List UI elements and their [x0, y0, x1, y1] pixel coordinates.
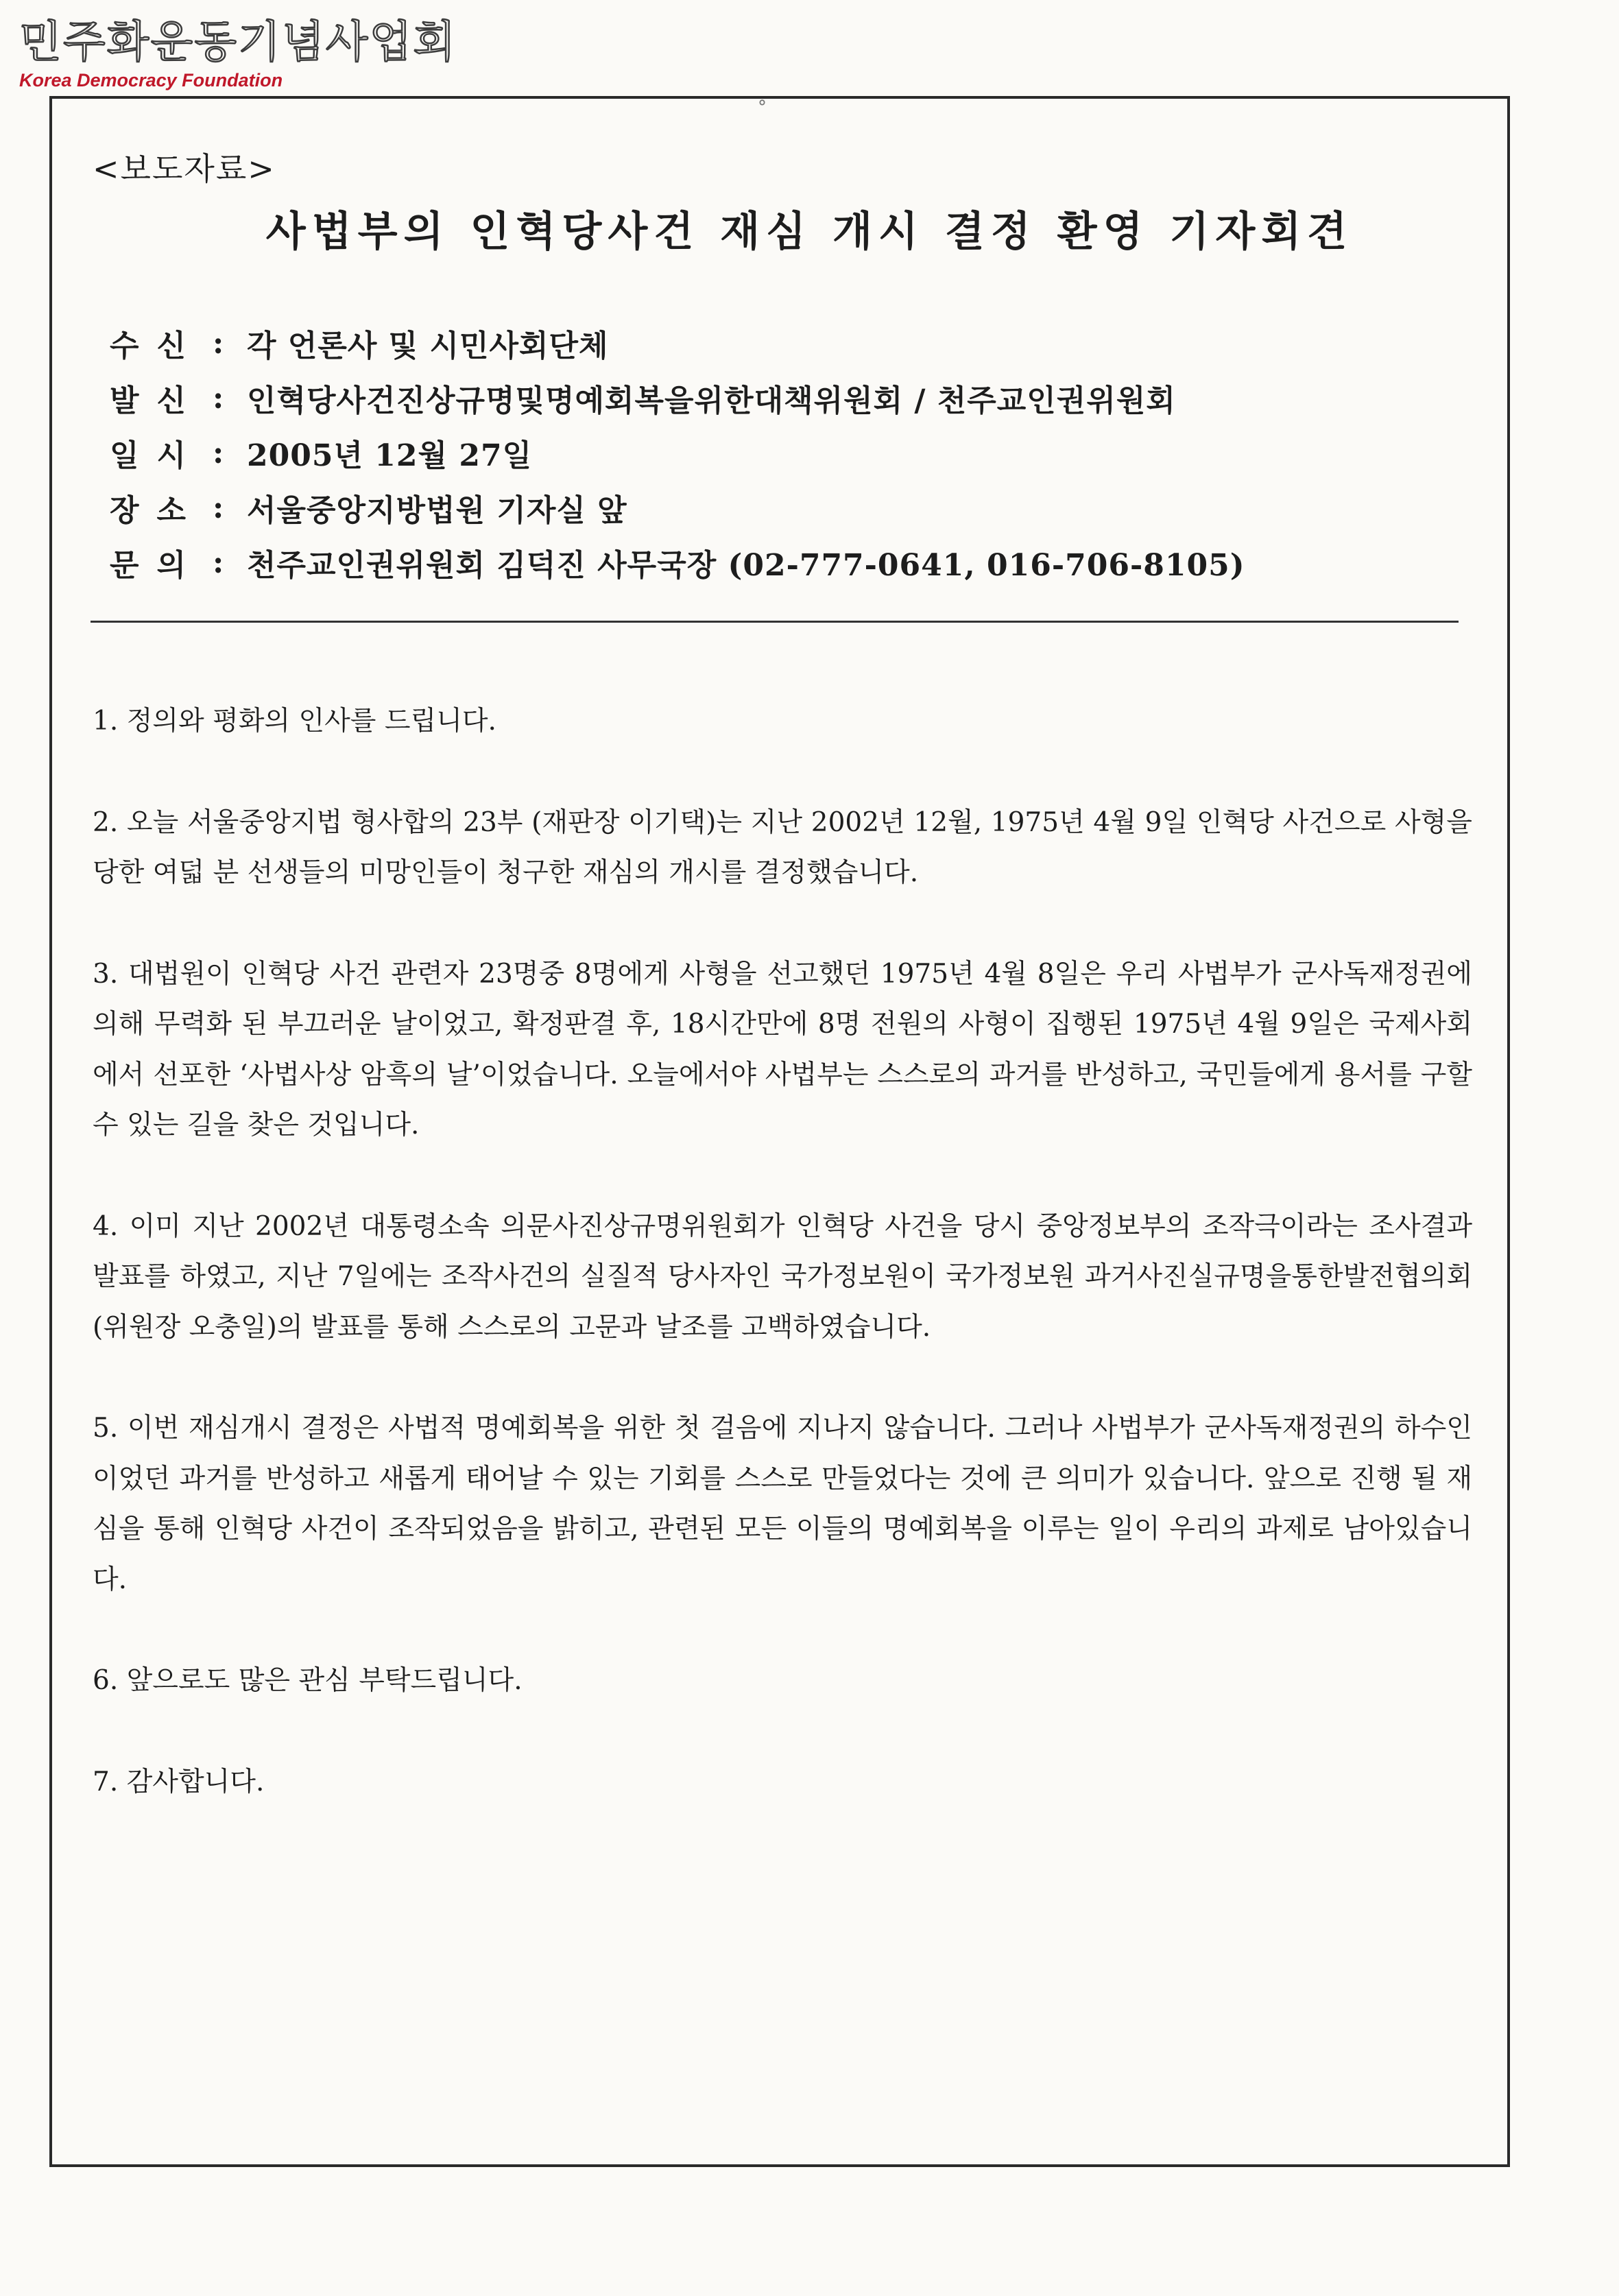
meta-value: 2005년 12월 27일: [247, 438, 533, 473]
meta-colon: :: [213, 545, 224, 580]
paragraph-2: 2. 오늘 서울중앙지법 형사합의 23부 (재판장 이기택)는 지난 2002년 12월, 1975년 4월 9일 인혁당 사건으로 사형을 당한 여덟 분 선생들의 미망인들이 청구한 재심의 개시를 결정했습니다.: [93, 806, 1472, 888]
meta-value: 서울중앙지방법원 기자실 앞: [247, 493, 627, 528]
meta-colon: :: [213, 490, 224, 525]
document-body: [93, 696, 1472, 1858]
meta-key: 장소: [110, 493, 204, 528]
meta-row-place: [110, 480, 1245, 535]
watermark-logo: [19, 17, 457, 91]
header-divider: [91, 621, 1459, 623]
meta-block: [110, 315, 1245, 590]
meta-row-contact: [110, 535, 1245, 590]
paragraph-1: 1. 정의와 평화의 인사를 드립니다.: [93, 706, 496, 737]
document-label: <보도자료>: [93, 150, 276, 187]
watermark-korean: 민주화운동기념사업회: [19, 17, 457, 68]
paragraph-6: 6. 앞으로도 많은 관심 부탁드립니다.: [93, 1665, 523, 1696]
paragraph-4: 4. 이미 지난 2002년 대통령소속 의문사진상규명위원회가 인혁당 사건을 당시 중앙정보부의 조작극이라는 조사결과 발표를 하였고, 지난 7일에는 조작사건의 실질적 당사자인 국가정보원이 국가정보원 과거사진실규명을통한발전협의회(위원장 오충일)의 발표를 통해 스스로의 고문과 날조를 고백하였습니다.: [93, 1210, 1472, 1343]
meta-key: 수신: [110, 328, 204, 363]
paragraph-7: 7. 감사합니다.: [93, 1766, 265, 1797]
meta-colon: :: [213, 380, 224, 416]
meta-row-recipient: [110, 315, 1245, 370]
paragraph-3: 3. 대법원이 인혁당 사건 관련자 23명중 8명에게 사형을 선고했던 1975년 4월 8일은 우리 사법부가 군사독재정권에 의해 무력화 된 부끄러운 날이었고, 확정판결 후, 18시간만에 8명 전원의 사형이 집행된 1975년 4월 9일은 국제사회에서 선포한 ‘사법사상 암흑의 날’이었습니다. 오늘에서야 사법부는 스스로의 과거를 반성하고, 국민들에게 용서를 구할 수 있는 길을 찾은 것입니다.: [93, 958, 1472, 1140]
meta-row-sender: [110, 370, 1245, 425]
meta-value: 천주교인권위원회 김덕진 사무국장 (02-777-0641, 016-706-8105): [247, 548, 1245, 583]
meta-key: 발신: [110, 383, 204, 418]
scan-mark: °: [758, 97, 767, 118]
meta-key: 일시: [110, 438, 204, 473]
meta-row-date: [110, 425, 1245, 480]
meta-key: 문의: [110, 548, 204, 583]
meta-value: 인혁당사건진상규명및명예회복을위한대책위원회 / 천주교인권위원회: [247, 383, 1176, 418]
meta-value: 각 언론사 및 시민사회단체: [247, 328, 609, 363]
meta-colon: :: [213, 325, 224, 361]
watermark-english: Korea Democracy Foundation: [19, 70, 283, 91]
document-title: 사법부의 인혁당사건 재심 개시 결정 환영 기자회견: [265, 208, 1354, 256]
meta-colon: :: [213, 435, 224, 470]
paragraph-5: 5. 이번 재심개시 결정은 사법적 명예회복을 위한 첫 걸음에 지나지 않습니다. 그러나 사법부가 군사독재정권의 하수인이었던 과거를 반성하고 새롭게 태어날 수 있는 기회를 스스로 만들었다는 것에 큰 의미가 있습니다. 앞으로 진행 될 재심을 통해 인혁당 사건이 조작되었음을 밝히고, 관련된 모든 이들의 명예회복을 이루는 일이 우리의 과제로 남아있습니다.: [93, 1413, 1472, 1595]
